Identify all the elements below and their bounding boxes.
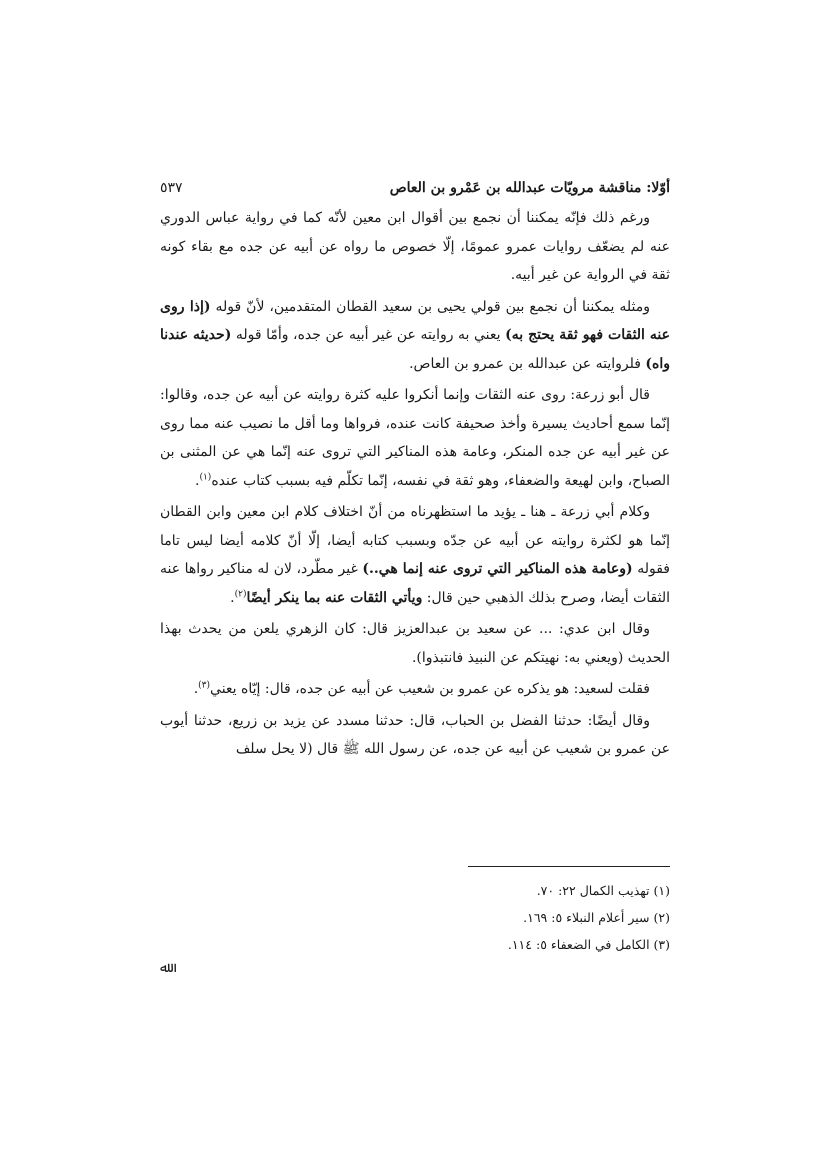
paragraph xyxy=(160,615,670,672)
paragraph xyxy=(160,675,670,704)
footnote-ref: (٢) xyxy=(234,588,247,599)
paragraph xyxy=(160,707,670,764)
text-run: فلروايته عن عبدالله بن عمرو بن العاص. xyxy=(409,355,646,372)
text-run: غير مطّرد، لان له مناكير رواها عنه الثقات أيضا، وصرح بذلك الذهبي حين قال: xyxy=(160,561,670,606)
footnotes xyxy=(160,877,670,958)
text-run: ورغم ذلك فإنّه يمكننا أن نجمع بين أقوال ابن معين لأنّه كما في رواية عباس الدوري عنه لم يضعّف روايات عمرو عمومًا، إلّا خصوص ما رواه عن أبيه عن جده مع بقاء كونه ثقة في الرواية عن غير أبيه. xyxy=(160,210,670,283)
text-run: ومثله يمكننا أن نجمع بين قولي يحيى بن سعيد القطان المتقدمين، لأنّ قوله xyxy=(210,298,650,315)
paragraph xyxy=(160,293,670,379)
text-run: قال أبو زرعة: روى عنه الثقات وإنما أنكروا عليه كثرة روايته عن أبيه عن جده، وقالوا: إنّما سمع أحاديث يسيرة وأخذ صحيفة كانت عنده، فرواها وما أقل ما نصيب عنه مما روى عن غير أبيه عن جده المنكر، وعامة هذه المناكير التي تروى عنه إنّما هي عن المثنى بن الصباح، وابن لهيعة والضعفاء، وهو ثقة في نفسه، إنّما تكلّم فيه بسبب كتاب عنده xyxy=(160,387,670,489)
bold-quote: ويأتي الثقات عنه بما ينكر أيضًا xyxy=(246,589,423,606)
text-run: . xyxy=(193,681,199,697)
paragraph xyxy=(160,204,670,290)
header-title: أوّلا: مناقشة مرويّات عبدالله بن عَمْرو بن العاص xyxy=(389,180,670,196)
running-header xyxy=(160,180,670,196)
footnote-ref: (١) xyxy=(199,471,212,482)
paragraph xyxy=(160,381,670,495)
page-body xyxy=(160,180,670,764)
footnote: (١) تهذيب الكمال ٢٢: ٧٠. xyxy=(536,883,670,898)
text-run: . xyxy=(230,589,235,606)
bold-quote: (إذا روى عنه الثقات فهو ثقة يحتج به) xyxy=(160,298,670,343)
text-run: وقال ابن عدي: ... عن سعيد بن عبدالعزيز قال: كان الزهري يلعن من يحدث بهذا الحديث (ويعني به: نهيتكم عن النبيذ فانتبذوا). xyxy=(160,621,670,666)
text-run: . xyxy=(194,472,200,489)
bold-quote: (حديثه عندنا واه) xyxy=(160,327,670,372)
bold-quote: (وعامة هذه المناكير التي تروى عنه إنما هي..) xyxy=(362,561,633,577)
footnote-separator xyxy=(468,866,670,867)
footnote: (٣) الكامل في الضعفاء ٥: ١١٤. xyxy=(507,937,670,952)
text-run: فقلت لسعيد: هو يذكره عن عمرو بن شعيب عن أبيه عن جده، قال: إيّاه يعني xyxy=(210,681,650,697)
bottom-mark: ﷲ xyxy=(160,960,169,976)
footnote-ref: (٣) xyxy=(198,680,211,691)
paragraph xyxy=(160,498,670,612)
text-run: يعني به روايته عن غير أبيه عن جده، وأمّا قوله xyxy=(231,327,506,343)
main-text xyxy=(160,204,670,764)
page-number: ٥٣٧ xyxy=(160,180,183,196)
text-run: وقال أيضًا: حدثنا الفضل بن الحباب، قال: حدثنا مسدد عن يزيد بن زريع، حدثنا أيوب عن عمرو بن شعيب عن أبيه عن جده، عن رسول الله ﷺ قال (لا يحل سلف xyxy=(160,712,670,757)
text-run: وكلام أبي زرعة ـ هنا ـ يؤيد ما استظهرناه من أنّ اختلاف كلام ابن معين وابن القطان إنّما هو لكثرة روايته عن أبيه عن جدّه وبسبب كتابه أيضا، إلّا أنّ كلامه أيضا ليس تاما فقوله xyxy=(160,504,671,577)
footnote: (٢) سير أعلام النبلاء ٥: ١٦٩. xyxy=(523,910,670,925)
